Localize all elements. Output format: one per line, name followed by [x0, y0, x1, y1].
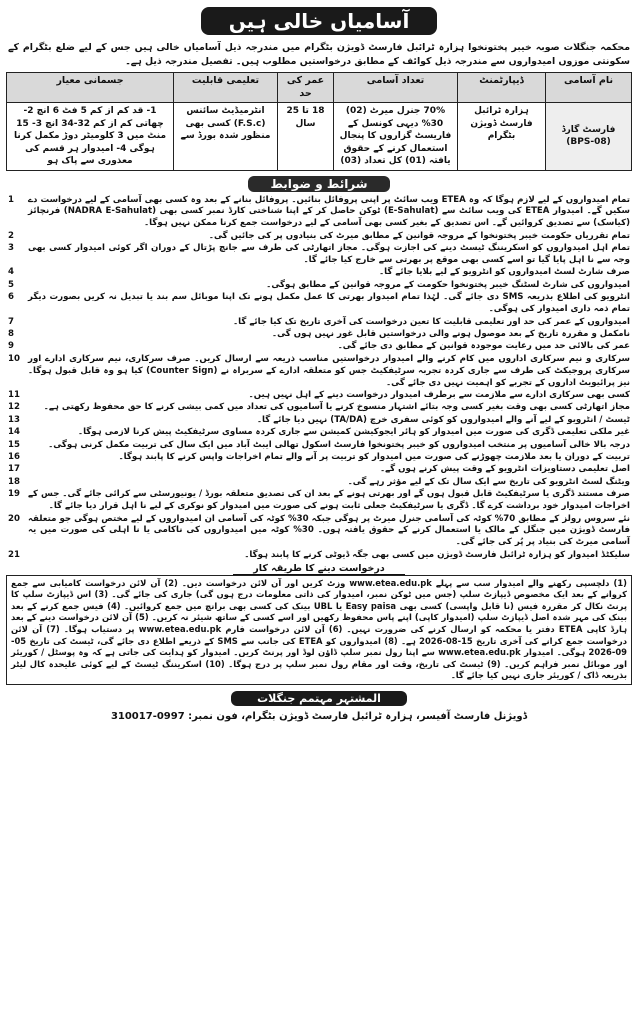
- rule-item: [8, 292, 630, 316]
- rules-title: شرائط و ضوابط: [248, 176, 389, 192]
- vacancy-table: [6, 72, 632, 171]
- rule-number: 9: [8, 341, 14, 352]
- rule-item: [8, 243, 630, 267]
- rule-item: [8, 390, 630, 402]
- rule-item: [8, 267, 630, 279]
- rule-number: 17: [8, 464, 20, 475]
- rule-number: 13: [8, 414, 20, 425]
- rule-text: امیدواروں کے عمر کی حد اور تعلیمی قابلیت کا تعین درخواست کی آخری تاریخ تک کیا جائے گا۔: [233, 316, 630, 327]
- table-row: [7, 103, 632, 171]
- rule-number: 15: [8, 439, 20, 450]
- col-post: نام آسامی: [546, 73, 632, 103]
- cell-department: ہزارہ ٹرائبل فارسٹ ڈویژن بٹگرام: [458, 103, 546, 171]
- rule-item: [8, 280, 630, 292]
- rule-number: 18: [8, 476, 20, 487]
- rule-number: 19: [8, 489, 20, 500]
- rule-item: [8, 354, 630, 390]
- rule-item: [8, 452, 630, 464]
- rule-text: تمام امیدواروں کے لیے لازم ہوگا کہ وہ ETEA ویب سائٹ پر اپنی پروفائل بنائیں۔ پروفائل بنانے کے بعد وہ کسی بھی آسامی کے لیے درخواست دے سکیں گے۔ امیدوار ETEA کی ویب سائٹ سے (E-Sahulat) ٹوکن حاصل کر کے اپنا شناختی کارڈ نمبر کسی بھی (NADRA E-Sahulat) فرنچائز (کیاسک) سے تصدیق کروائیں گے۔ اس تصدیق کے بغیر کسی بھی آسامی کے لیے درخواست جمع کرنا ممکن نہیں ہوگا۔: [28, 194, 630, 229]
- rule-number: 4: [8, 267, 14, 278]
- rule-number: 1: [8, 194, 14, 205]
- rule-number: 16: [8, 452, 20, 463]
- advertiser-heading: [6, 688, 632, 708]
- rule-item: [8, 464, 630, 476]
- rule-number: 14: [8, 427, 20, 438]
- title-banner: [6, 3, 632, 39]
- rule-text: عمر کی بالائی حد میں رعایت موجودہ قوانین کے مطابق دی جائے گی۔: [337, 341, 630, 352]
- rule-text: تربیت کے دوران یا بعد ملازمت چھوڑنے کی صورت میں امیدوار کو تربیت پر آنے والے تمام اخراجات واپس کرنے کا پابند ہوگا۔: [118, 452, 630, 463]
- cell-physical: 1- قد کم از کم 5 فٹ 6 انچ 2- چھاتی کم از کم 32-34 انچ 3- 15 منٹ میں 3 کلومیٹر دوڑ مکمل کرنا ہوگی 4- امیدوار ہر قسم کی معذوری سے پاک ہو: [7, 103, 174, 171]
- rule-text: نامکمل و مقررہ تاریخ کے بعد موصول ہونے والی درخواستیں قابل غور نہیں ہوں گی۔: [272, 328, 630, 339]
- rule-text: تمام تقرریاں حکومت خیبر پختونخوا کے مروجہ قوانین کے مطابق میرٹ کی بنیادوں پر کی جائیں گی۔: [208, 230, 630, 241]
- col-vacancies: تعداد آسامی: [334, 73, 458, 103]
- rule-text: غیر ملکی تعلیمی ڈگری کی صورت میں امیدوار کو ہائر ایجوکیشن کمیشن سے جاری کردہ مساوی سرٹیفکیٹ پیش کرنا لازمی ہوگا۔: [78, 427, 630, 438]
- application-title: درخواست دینے کا طریقہ کار: [233, 563, 404, 575]
- rule-item: [8, 341, 630, 353]
- advertiser-title: المشتہر مہتمم جنگلات: [231, 691, 407, 706]
- rule-item: [8, 489, 630, 513]
- rule-number: 21: [8, 549, 20, 560]
- rule-item: [8, 427, 630, 439]
- rule-item: [8, 231, 630, 243]
- rule-item: [8, 440, 630, 452]
- rule-text: صرف شارٹ لسٹ امیدواروں کو انٹرویو کے لیے بلایا جائے گا۔: [379, 267, 630, 278]
- rule-item: [8, 550, 630, 562]
- rule-number: 12: [8, 402, 20, 413]
- rule-text: صرف مستند ڈگری یا سرٹیفکیٹ قابل قبول ہوں گے اور بھرتی ہونے کے بعد ان کی تصدیق متعلقہ بورڈ / یونیورسٹی سے کرائی جائے گی۔ جس کے اخراجات امیدوار خود برداشت کرے گا۔ ڈگری یا سرٹیفکیٹ جعلی ثابت ہونے کی صورت میں امیدوار کو نوکری کے لیے نا اہل قرار دیا جائے گا۔: [28, 489, 630, 512]
- rule-text: ٹیسٹ / انٹرویو کے لیے آنے والے امیدواروں کو کوئی سفری خرچ (TA/DA) نہیں دیا جائے گا۔: [256, 414, 630, 425]
- rule-number: 20: [8, 513, 20, 524]
- table-header-row: [7, 73, 632, 103]
- rule-text: انٹرویو کی اطلاع بذریعہ SMS دی جائے گی۔ لہٰذا تمام امیدوار بھرتی کا عمل مکمل ہونے تک اپنا موبائل سم بند یا تبدیل نہ کریں بصورت دیگر تمام ذمہ داری امیدوار کی ہوگی۔: [28, 292, 630, 315]
- col-department: ڈیپارٹمنٹ: [458, 73, 546, 103]
- rule-number: 10: [8, 353, 20, 364]
- rules-list: [6, 195, 632, 562]
- rule-text: کسی بھی سرکاری ادارے سے ملازمت سے برطرف امیدوار درخواست دینے کے اہل نہیں ہیں۔: [248, 390, 630, 400]
- rule-item: [8, 477, 630, 489]
- rule-item: [8, 329, 630, 341]
- rule-number: 8: [8, 328, 14, 339]
- rule-text: ویٹنگ لسٹ انٹرویو کی تاریخ سے ایک سال تک کے لیے مؤثر رہے گی۔: [347, 476, 630, 487]
- col-age: عمر کی حد: [278, 73, 334, 103]
- intro-paragraph: محکمہ جنگلات صوبہ خیبر پختونخوا ہزارہ ٹرائبل فارسٹ ڈویژن بٹگرام میں مندرجہ ذیل آسامیاں خالی ہیں جس کے لیے ضلع بٹگرام کے سکونتی موزوں امیدواروں سے مندرجہ ذیل کوائف کے مطابق درخواستیں مطلوب ہیں۔ تفصیل مندرجہ ذیل ہے۔: [8, 42, 630, 67]
- rule-text: امیدواروں کی شارٹ لسٹنگ خیبر پختونخوا حکومت کے مروجہ قوانین کے مطابق ہوگی۔: [266, 279, 630, 290]
- rule-text: اصل تعلیمی دستاویزات انٹرویو کے وقت پیش کرنے ہوں گے۔: [380, 464, 630, 475]
- rule-text: نئے سروس رولز کے مطابق 70% کوٹہ کی آسامی جنرل میرٹ پر ہوگی جبکہ 30% کوٹہ کی آسامی ان امیدواروں کے لیے مختص ہوگی جو متعلقہ فارسٹ ڈویژن میں جنگل کے مالک یا استعمال کرنے کے حقوق یافتہ ہوں۔ 30% کوٹہ میں امیدواروں کی ناکامی یا نا اہلی کی صورت میں یہ آسامی میرٹ کی بنیاد پر پُر کی جائے گی۔: [28, 513, 630, 548]
- col-education: تعلیمی قابلیت: [174, 73, 278, 103]
- rule-item: [8, 514, 630, 550]
- rule-item: [8, 402, 630, 414]
- rule-text: درجہ بالا خالی آسامیوں پر منتخب امیدواروں کو خیبر پختونخوا فارسٹ اسکول تھالی ایبٹ آباد میں ایک سال کی تربیت مکمل کرنی ہوگی۔: [48, 439, 630, 450]
- col-physical: جسمانی معیار: [7, 73, 174, 103]
- cell-post: فارسٹ گارڈ (BPS-08): [546, 103, 632, 171]
- page-title: آسامیاں خالی ہیں: [201, 7, 438, 35]
- rule-number: 2: [8, 230, 14, 241]
- rule-text: سلیکٹڈ امیدوار کو ہزارہ ٹرائبل فارسٹ ڈویژن میں کسی بھی جگہ ڈیوٹی کرنے کا پابند ہوگا۔: [244, 549, 630, 560]
- rule-item: [8, 195, 630, 231]
- cell-age: 18 تا 25 سال: [278, 103, 334, 171]
- rule-number: 5: [8, 279, 14, 290]
- rule-number: 11: [8, 390, 20, 400]
- rules-heading: [6, 173, 632, 195]
- cell-education: انٹرمیڈیٹ سائنس (F.S.c) کسی بھی منظور شدہ بورڈ سے: [174, 103, 278, 171]
- rule-text: مجاز اتھارٹی کسی بھی وقت بغیر کسی وجہ بتائے اشتہار منسوخ کرنے یا آسامیوں کی تعداد میں کمی بیشی کرنے کا حق محفوظ رکھتی ہے۔: [43, 402, 630, 413]
- rule-number: 3: [8, 243, 14, 254]
- application-heading: [6, 563, 632, 574]
- cell-vacancies: 70% جنرل میرٹ (02) 30% دیہی کونسل کے فاریسٹ گزاروں کا پنجال استعمال کرنے کے حقوق یافتہ (01) کل تعداد (03): [334, 103, 458, 171]
- advertiser-contact: ڈویژنل فارسٹ آفیسر، ہزارہ ٹرائبل فارسٹ ڈویژن بٹگرام، فون نمبر: 0997-310017: [110, 711, 528, 723]
- rule-text: سرکاری و نیم سرکاری اداروں میں کام کرنے والے امیدوار درخواستیں مناسب ذریعہ سے ارسال کریں۔ صرف سرکاری، نیم سرکاری ادارے اور سرکاری پروجیکٹ کی طرف سے جاری کردہ تجربہ سرٹیفکیٹ جس کو متعلقہ ادارے کے سربراہ نے (Counter Sign) کیا ہو وہ قابل قبول ہوگا۔ نیز پرائیویٹ اداروں کے تجربے کو اہمیت نہیں دی جائے گی۔: [28, 353, 630, 388]
- rule-item: [8, 317, 630, 329]
- application-procedure: (1) دلچسپی رکھنے والے امیدوار سب سے پہلے www.etea.edu.pk وزٹ کریں اور آن لائن درخواست دیں۔ (2) آن لائن درخواست کامیابی سے جمع کروانے کے بعد ایک مخصوص ڈیپازٹ سلپ (جس میں ٹوکن نمبر، امیدوار کی ذاتی معلومات درج ہوں گی) جاری کی جائے گی۔ (3) اس ڈیپازٹ سلپ کا پرنٹ نکال کر مقررہ فیس (نا قابل واپسی) کسی بھی Easy paisa یا UBL بینک کی کسی بھی برانچ میں جمع کروائیں۔ (4) فیس جمع کرنے کے بعد بینک کی مہر شدہ اصل ڈیپازٹ سلپ (امیدوار کاپی) اپنے پاس محفوظ رکھیں اور اسے کسی کے ساتھ شیئر نہ کریں۔ (5) آن لائن درخواست دینے کے بعد ہارڈ کاپی ETEA دفتر یا محکمہ کو ارسال کرنے کی ضرورت نہیں۔ (6) آن لائن درخواست فارم www.etea.edu.pk پر دستیاب ہوگا۔ (7) آن لائن درخواست جمع کرانے کی آخری تاریخ 15-08-2026 ہے۔ (8) امیدواروں کو ETEA کی جانب سے SMS کے ذریعے اطلاع دی جائے گی، ٹیسٹ کی تاریخ 05-09-2026 ہوگی۔ امیدوار www.etea.edu.pk سے اپنا رول نمبر سلپ ڈاؤن لوڈ اور پرنٹ کریں۔ امیدوار کو ہدایت کی جاتی ہے کہ وہ پوسٹل / کوریئر اور موبائل نمبر فراہم کریں۔ (9) ٹیسٹ کی تاریخ، وقت اور مقام رول نمبر سلپ پر درج ہوگا۔ (10) اسکریننگ ٹیسٹ کے لیے کوئی علیحدہ کال لیٹر بذریعہ ڈاک / کوریئر جاری نہیں کیا جائے گا۔: [6, 575, 632, 685]
- rule-item: [8, 415, 630, 427]
- rule-number: 6: [8, 292, 14, 303]
- rule-number: 7: [8, 316, 14, 327]
- rule-text: تمام اہل امیدواروں کو اسکریننگ ٹیسٹ دینے کی اجازت ہوگی۔ مجاز اتھارٹی کی طرف سے جانچ پڑتال کے دوران اگر کوئی امیدوار کسی بھی وجہ سے نا اہل پایا گیا تو اسے کسی بھی موقع پر بھرتی سے خارج کیا جائے گا۔: [28, 243, 630, 266]
